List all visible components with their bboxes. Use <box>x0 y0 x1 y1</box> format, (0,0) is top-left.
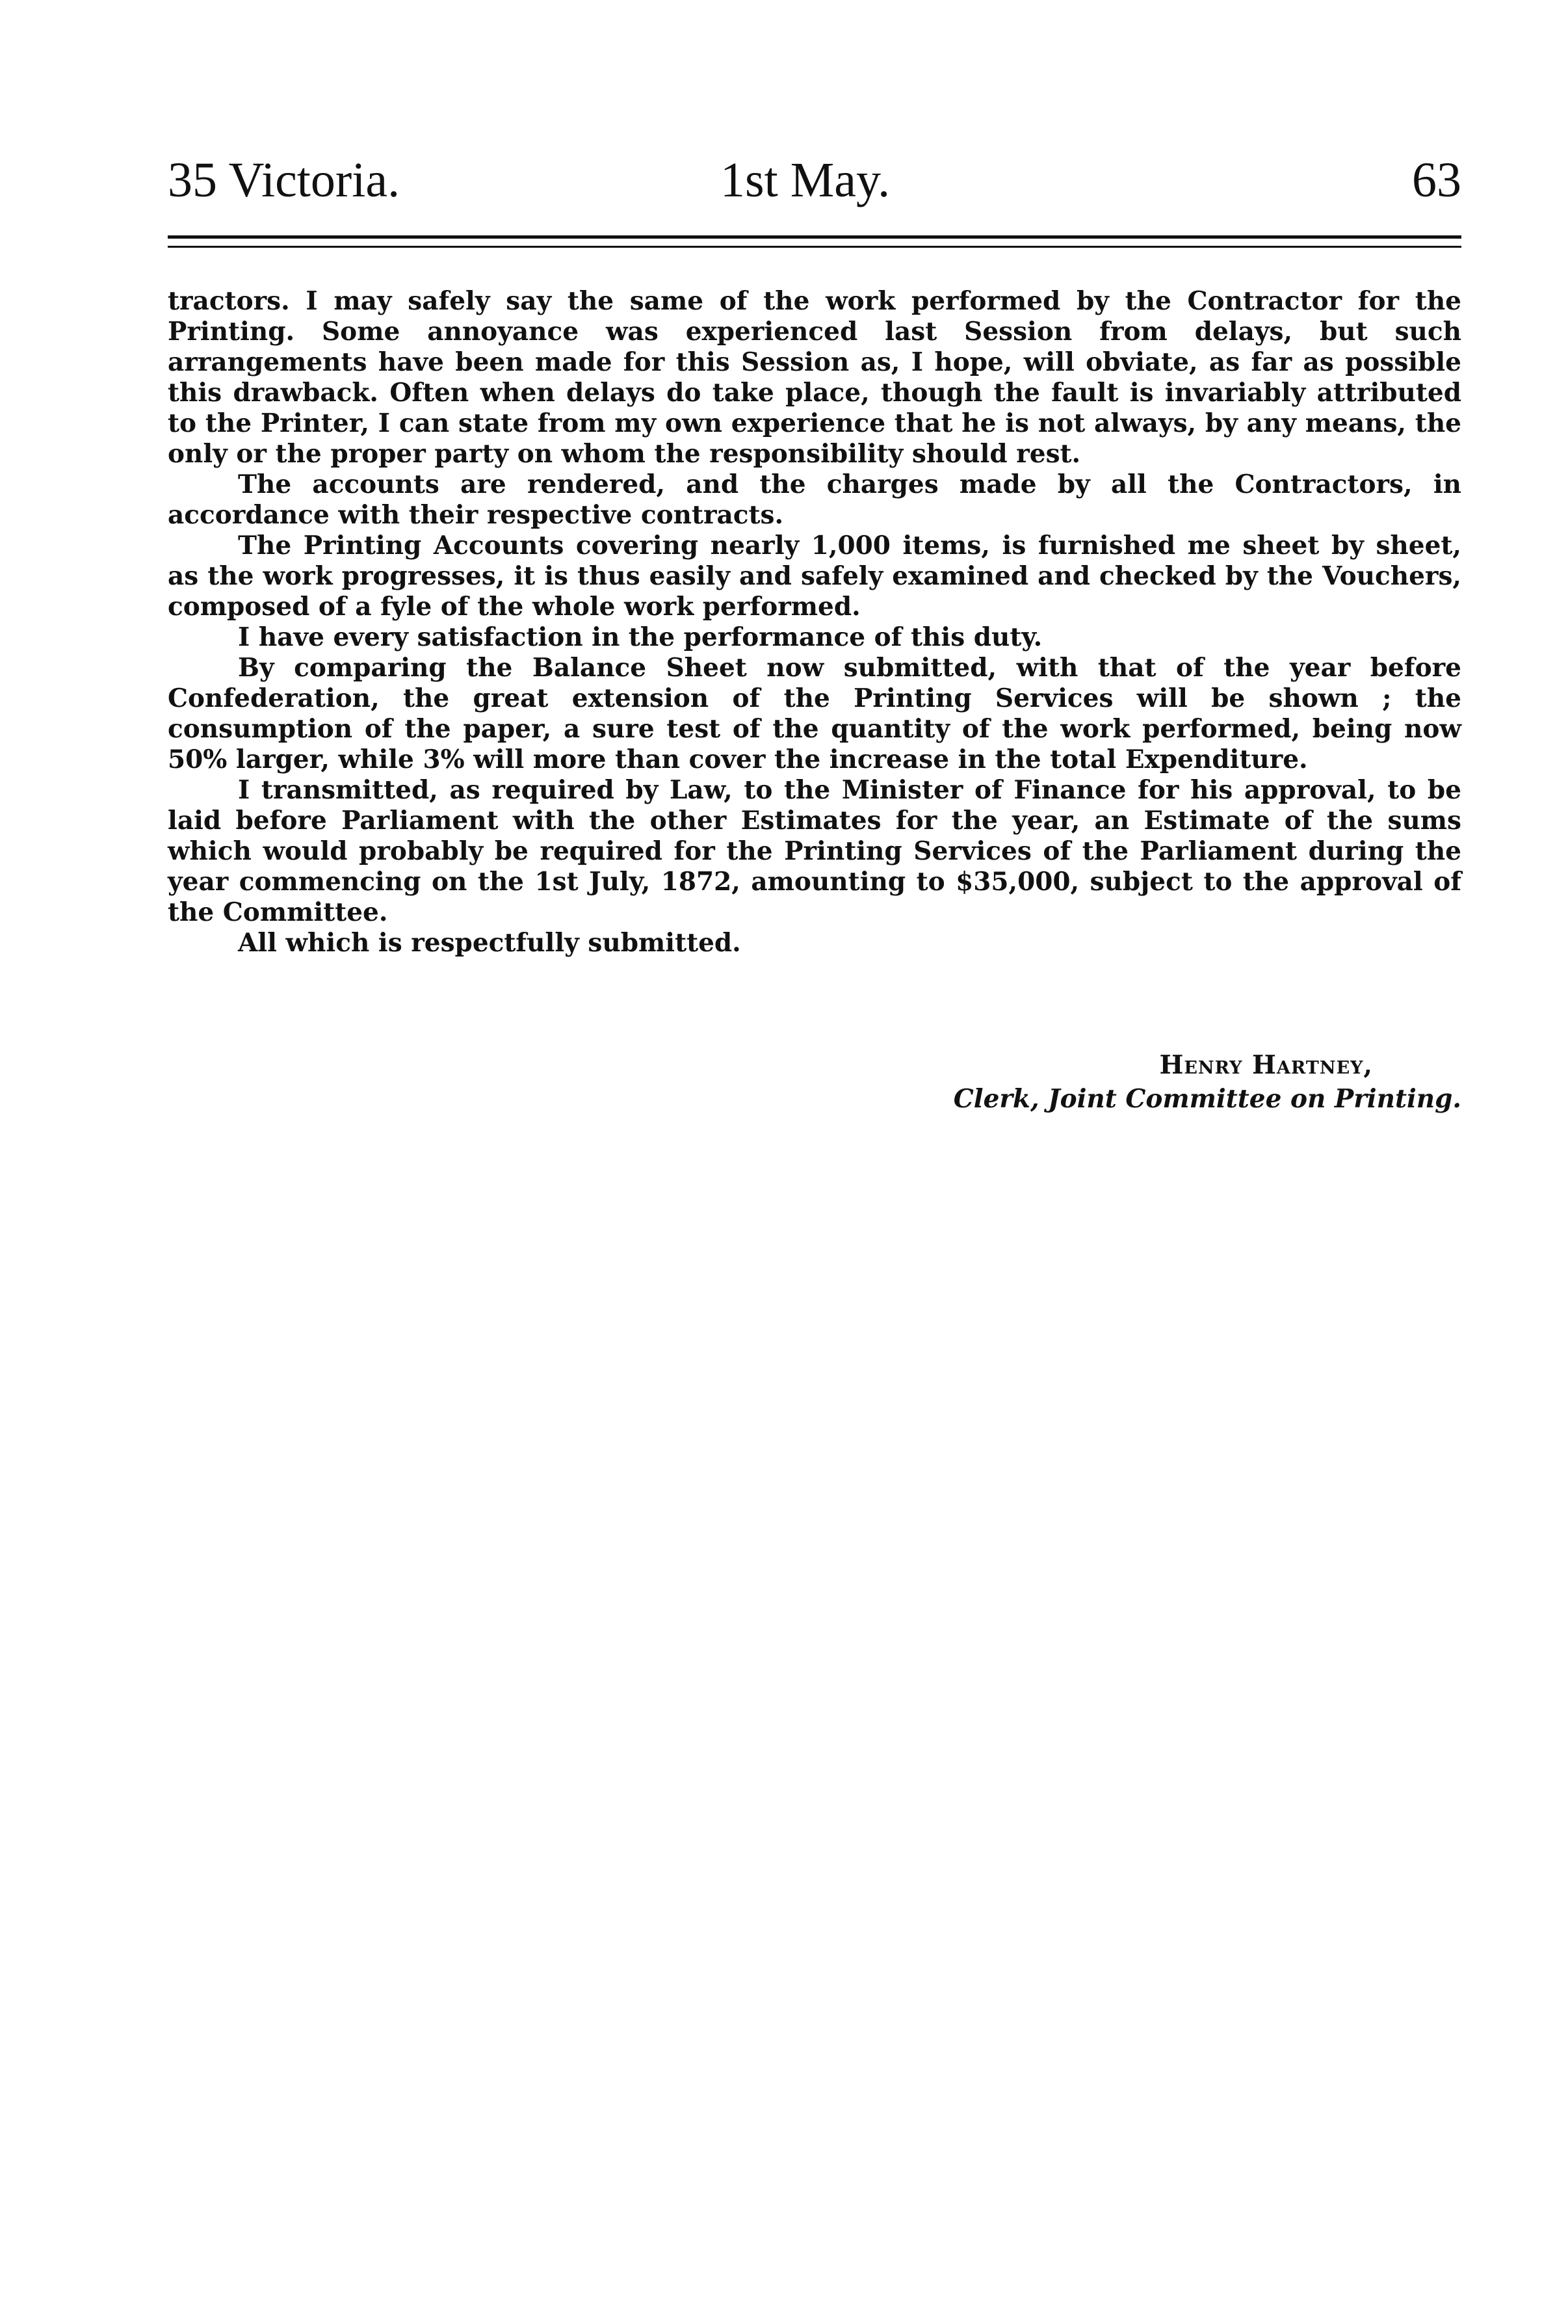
running-head <box>168 144 1461 216</box>
paragraph-balance-sheet: By comparing the Balance Sheet now submitted, with that of the year before Confederation, the great extension of the Printing Services will be shown ; the consumption of the paper, a sure test of the quantity of the work performed, being now 50% larger, while 3% will more than cover the increase in the total Expenditure. <box>168 653 1461 774</box>
paragraph-satisfaction: I have every satisfaction in the performance of this duty. <box>238 622 1043 652</box>
paragraph-continued: tractors. I may safely say the same of the work performed by the Contractor for the Printing. Some annoyance was experienced last Session from delays, but such arrangements have been made for this Session as, I hope, will obviate, as far as possible this drawback. Often when delays do take place, though the fault is invariably attributed to the Printer, I can state from my own experience that he is not always, by any means, the only or the proper party on whom the responsibility should rest. <box>168 286 1461 469</box>
paragraph-closing: All which is respectfully submitted. <box>238 928 741 958</box>
page-number: 63 <box>1412 153 1461 207</box>
paragraph-printing-accounts: The Printing Accounts covering nearly 1,000 items, is furnished me sheet by sheet, as the work progresses, it is thus easily and safely examined and checked by the Vouchers, composed of a fyle of the whole work performed. <box>168 531 1461 622</box>
report-body <box>168 286 1461 958</box>
header-session: 35 Victoria. <box>168 153 400 207</box>
header-rule-bottom <box>168 246 1461 248</box>
signature-block <box>954 1048 1461 1116</box>
header-date: 1st May. <box>720 153 891 207</box>
paragraph-estimate: I transmitted, as required by Law, to the Minister of Finance for his approval, to be laid before Parliament with the other Estimates for the year, an Estimate of the sums which would probably be required for the Printing Services of the Parliament during the year commencing on the 1st July, 1872, amounting to $35,000, subject to the approval of the Committee. <box>168 775 1461 927</box>
signatory-name: Henry Hartney, <box>1159 1050 1373 1080</box>
header-rule-top <box>168 235 1461 239</box>
paragraph-accounts: The accounts are rendered, and the charges made by all the Contractors, in accordance with their respective contracts. <box>168 469 1461 530</box>
signatory-title: Clerk, Joint Committee on Printing. <box>953 1084 1461 1114</box>
